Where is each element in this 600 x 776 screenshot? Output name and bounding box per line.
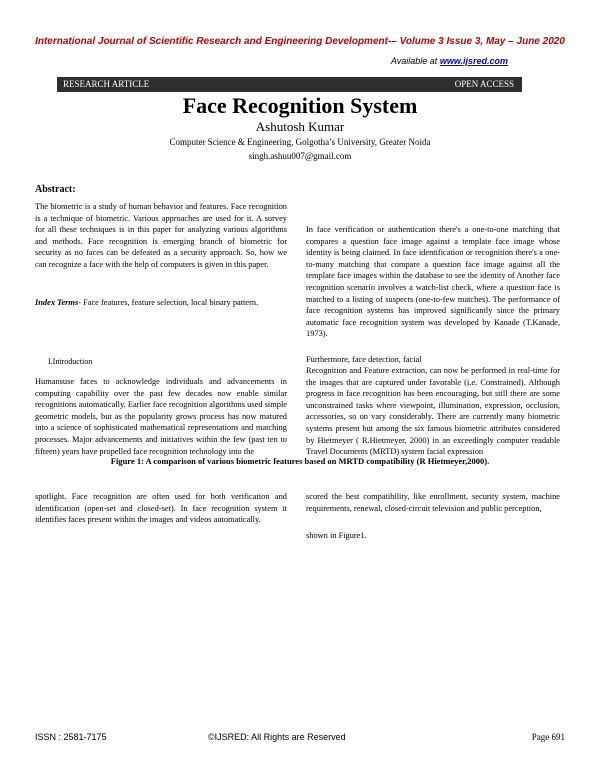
- paper-title: Face Recognition System: [182, 93, 418, 118]
- author-name: Ashutosh Kumar: [255, 119, 345, 134]
- figure-caption: Figure 1: A comparison of various biometric features based on MRTD compatibility (R Hietmeyer,2000).: [110, 456, 490, 466]
- abstract-heading: Abstract:: [35, 184, 76, 195]
- lower-right-paragraph-2: shown in Figure1.: [306, 531, 367, 540]
- journal-title: International Journal of Scientific Research and Engineering Development-– Volume 3 Issue 3, May – June 2020: [35, 36, 565, 47]
- lower-right-paragraph: scored the best compatibility, like enrollment, security system, machine requirements, renewal, closed-circuit television and public perception,: [306, 492, 560, 513]
- right-paragraph-2: Recognition and Feature extraction, can now be performed in real-time for the images that are captured under favorable (i.e. Constrained). Although progress in face recognition has been encouraging, but still there are some unconstrained tasks where viewpoint, illumination, expression, occlusion, accessories, so on vary considerably. There are currently many biometric systems present but among the six famous biometric attributes considered by Hietmeyer ( R.Hietmeyer, 2000) in an exceedingly computer readable Travel Documents (MRTD) system facial expression: [306, 366, 560, 457]
- article-type: RESEARCH ARTICLE: [63, 79, 150, 89]
- footer-page-number: Page 691: [531, 732, 565, 742]
- right-paragraph-2-lead: Furthermore, face detection, facial: [306, 355, 422, 364]
- available-at-label: Available at: [390, 56, 438, 66]
- footer-copyright: ©IJSRED: All Rights are Reserved: [208, 732, 346, 742]
- website-link[interactable]: www.ijsred.com: [439, 56, 508, 66]
- author-email: singh.ashuu007@gmail.com: [248, 151, 352, 161]
- author-affiliation: Computer Science & Engineering, Golgotha’s University, Greater Noida: [169, 137, 431, 147]
- right-paragraph-1: In face verification or authentication there's a one-to-one matching that compares a question face image against a template face image whose identity is being claimed. In face identification or recognition there's a one-to-many matching that compare a question face image against all the template face images within the database to see the identity of Another face recognition scenario involves a watch-list check, where a question face is matched to a listing of suspects (one-to-few matches). The performance of face recognition systems has improved significantly since the primary automatic face recognition system was developed by Kanade (T.Kanade, 1973).: [306, 225, 560, 339]
- abstract-text: The biometric is a study of human behavior and features. Face recognition is a technique of biometric. Various approaches are used for it. A survey for all these techniques is in this paper for analyzing various algorithms and methods. Face recognition is emerging branch of biometric for security as no faces can be defeated as a security approach. So, how we can recognize a face with the help of computers is given in this paper.: [35, 202, 287, 269]
- article-type-bar: [57, 77, 522, 92]
- index-terms-text: - Face features, feature selection, local binary pattern.: [78, 298, 259, 307]
- index-terms: [35, 297, 287, 309]
- lower-left-paragraph: spotlight. Face recognition are often used for both verification and identification (open-set and closed-set). In face recognition system it identifies faces present within the images and videos automatically.: [35, 492, 287, 525]
- index-terms-label: Index Terms: [35, 298, 79, 307]
- introduction-heading: I.Introduction: [48, 357, 93, 366]
- introduction-paragraph: Humansuse faces to acknowledge individuals and advancements in computing capability over the past few decades now enable similar recognitions automatically. Earlier face recognition algorithms used simple geometric models, but as the popularity grows process has now matured into a science of sophisticated mathematical representations and matching processes. Major advancements and initiatives within the few (past ten to fifteen) years have propelled face recognition technology into the: [35, 377, 287, 456]
- footer-issn: ISSN : 2581-7175: [35, 732, 107, 742]
- access-label: OPEN ACCESS: [454, 79, 514, 89]
- availability-line: [391, 56, 508, 66]
